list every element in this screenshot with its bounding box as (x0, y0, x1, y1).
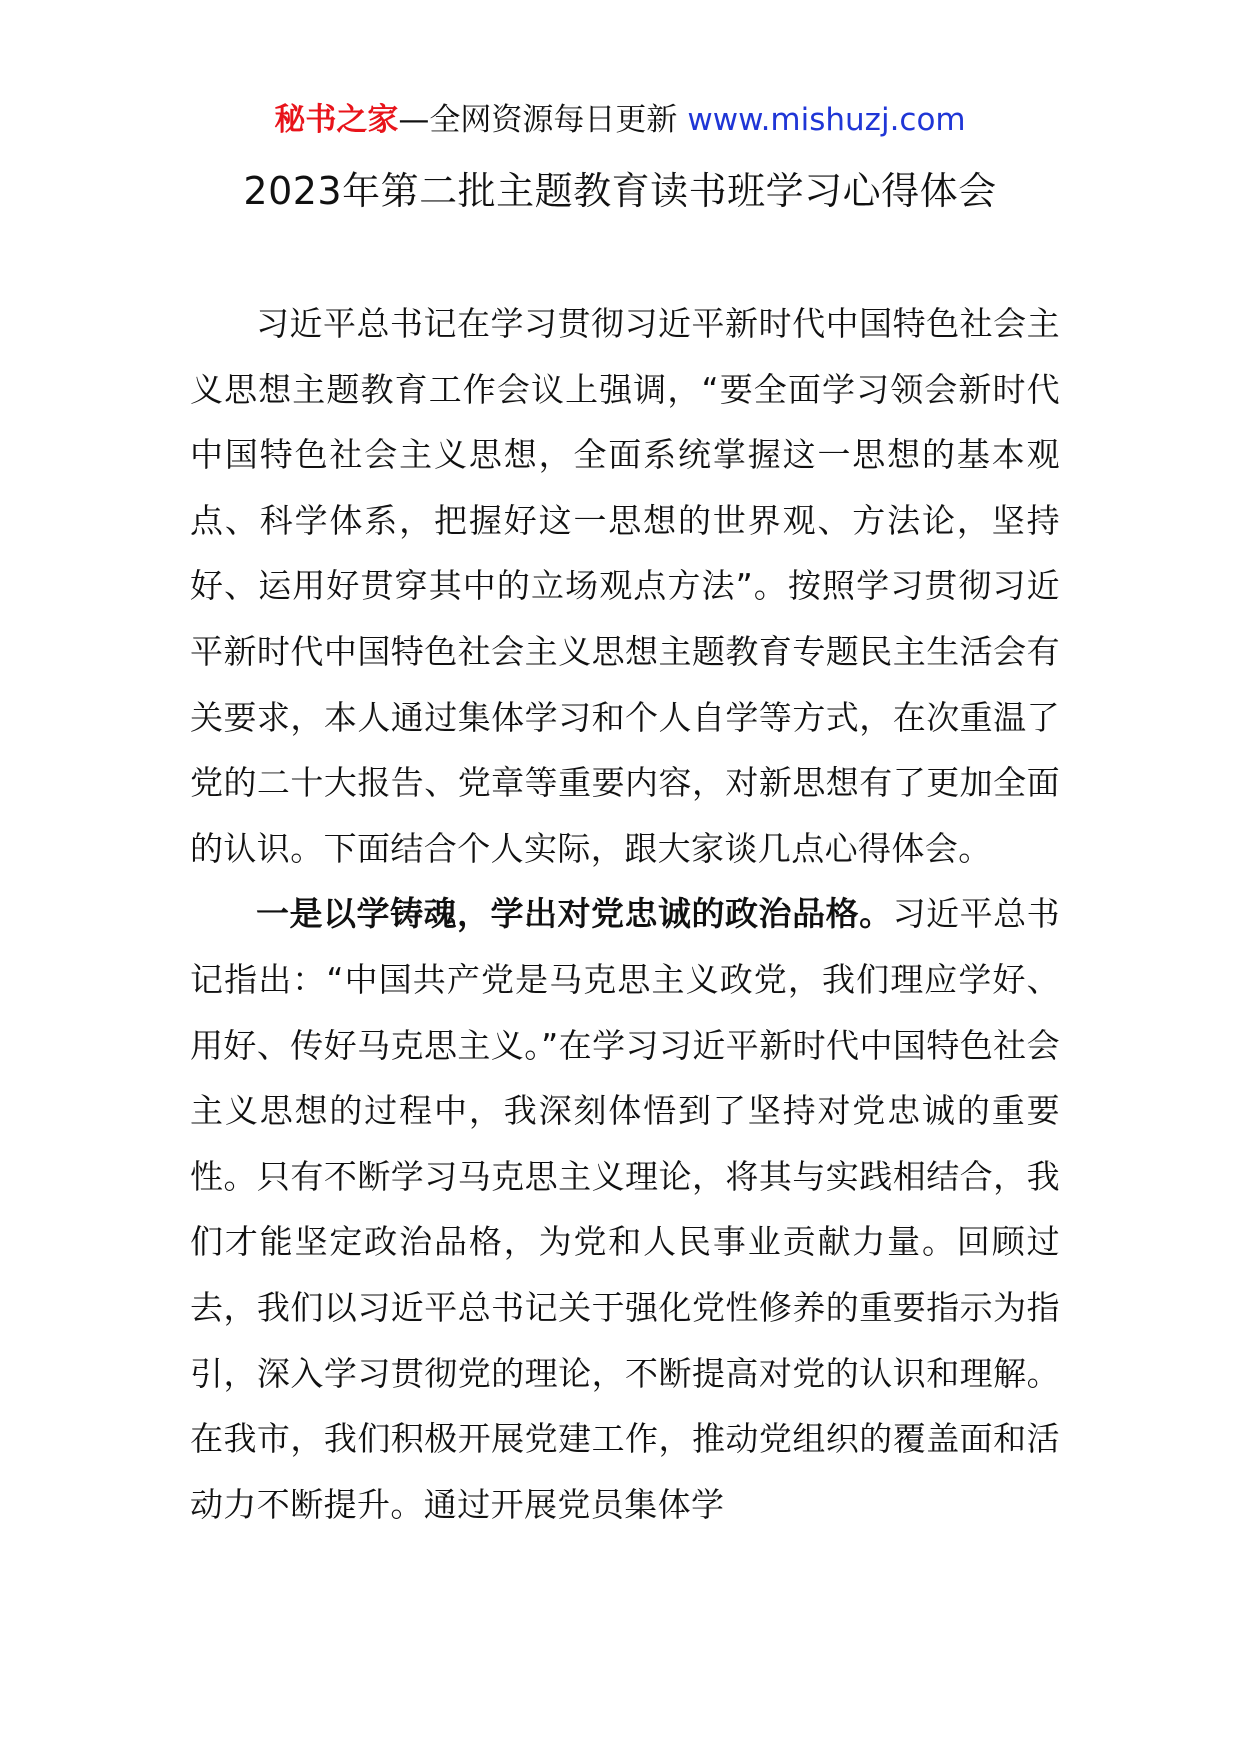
document-title: 2023年第二批主题教育读书班学习心得体会 (243, 169, 997, 213)
brand-name: 秘书之家 (274, 102, 399, 138)
header-slogan: —全网资源每日更新 (398, 102, 678, 138)
paragraph-text: 习近平总书记指出：“中国共产党是马克思主义政党，我们理应学好、用好、传好马克思主义。”在学习习近平新时代中国特色社会主义思想的过程中，我深刻体悟到了坚持对党忠诚的重要性。只有不断学习马克思主义理论，将其与实践相结合，我们才能坚定政治品格，为党和人民事业贡献力量。回顾过去，我们以习近平总书记关于强化党性修养的重要指示为指引，深入学习贯彻党的理论，不断提高对党的认识和理解。在我市，我们积极开展党建工作，推动党组织的覆盖面和活动力不断提升。通过开展党员集体学 (190, 894, 1060, 1524)
paragraph-intro (190, 291, 1060, 881)
document-body (190, 291, 1060, 1537)
website-link[interactable]: www.mishuzj.com (687, 102, 966, 138)
paragraph-lead: 一是以学铸魂，学出对党忠诚的政治品格。 (256, 894, 893, 934)
site-header (0, 100, 1240, 140)
paragraph-point-one (190, 881, 1060, 1537)
paragraph-text: 习近平总书记在学习贯彻习近平新时代中国特色社会主义思想主题教育工作会议上强调，“要全面学习领会新时代中国特色社会主义思想，全面系统掌握这一思想的基本观点、科学体系，把握好这一思想的世界观、方法论，坚持好、运用好贯穿其中的立场观点方法”。按照学习贯彻习近平新时代中国特色社会主义思想主题教育专题民主生活会有关要求，本人通过集体学习和个人自学等方式，在次重温了党的二十大报告、党章等重要内容，对新思想有了更加全面的认识。下面结合个人实际，跟大家谈几点心得体会。 (190, 304, 1060, 868)
